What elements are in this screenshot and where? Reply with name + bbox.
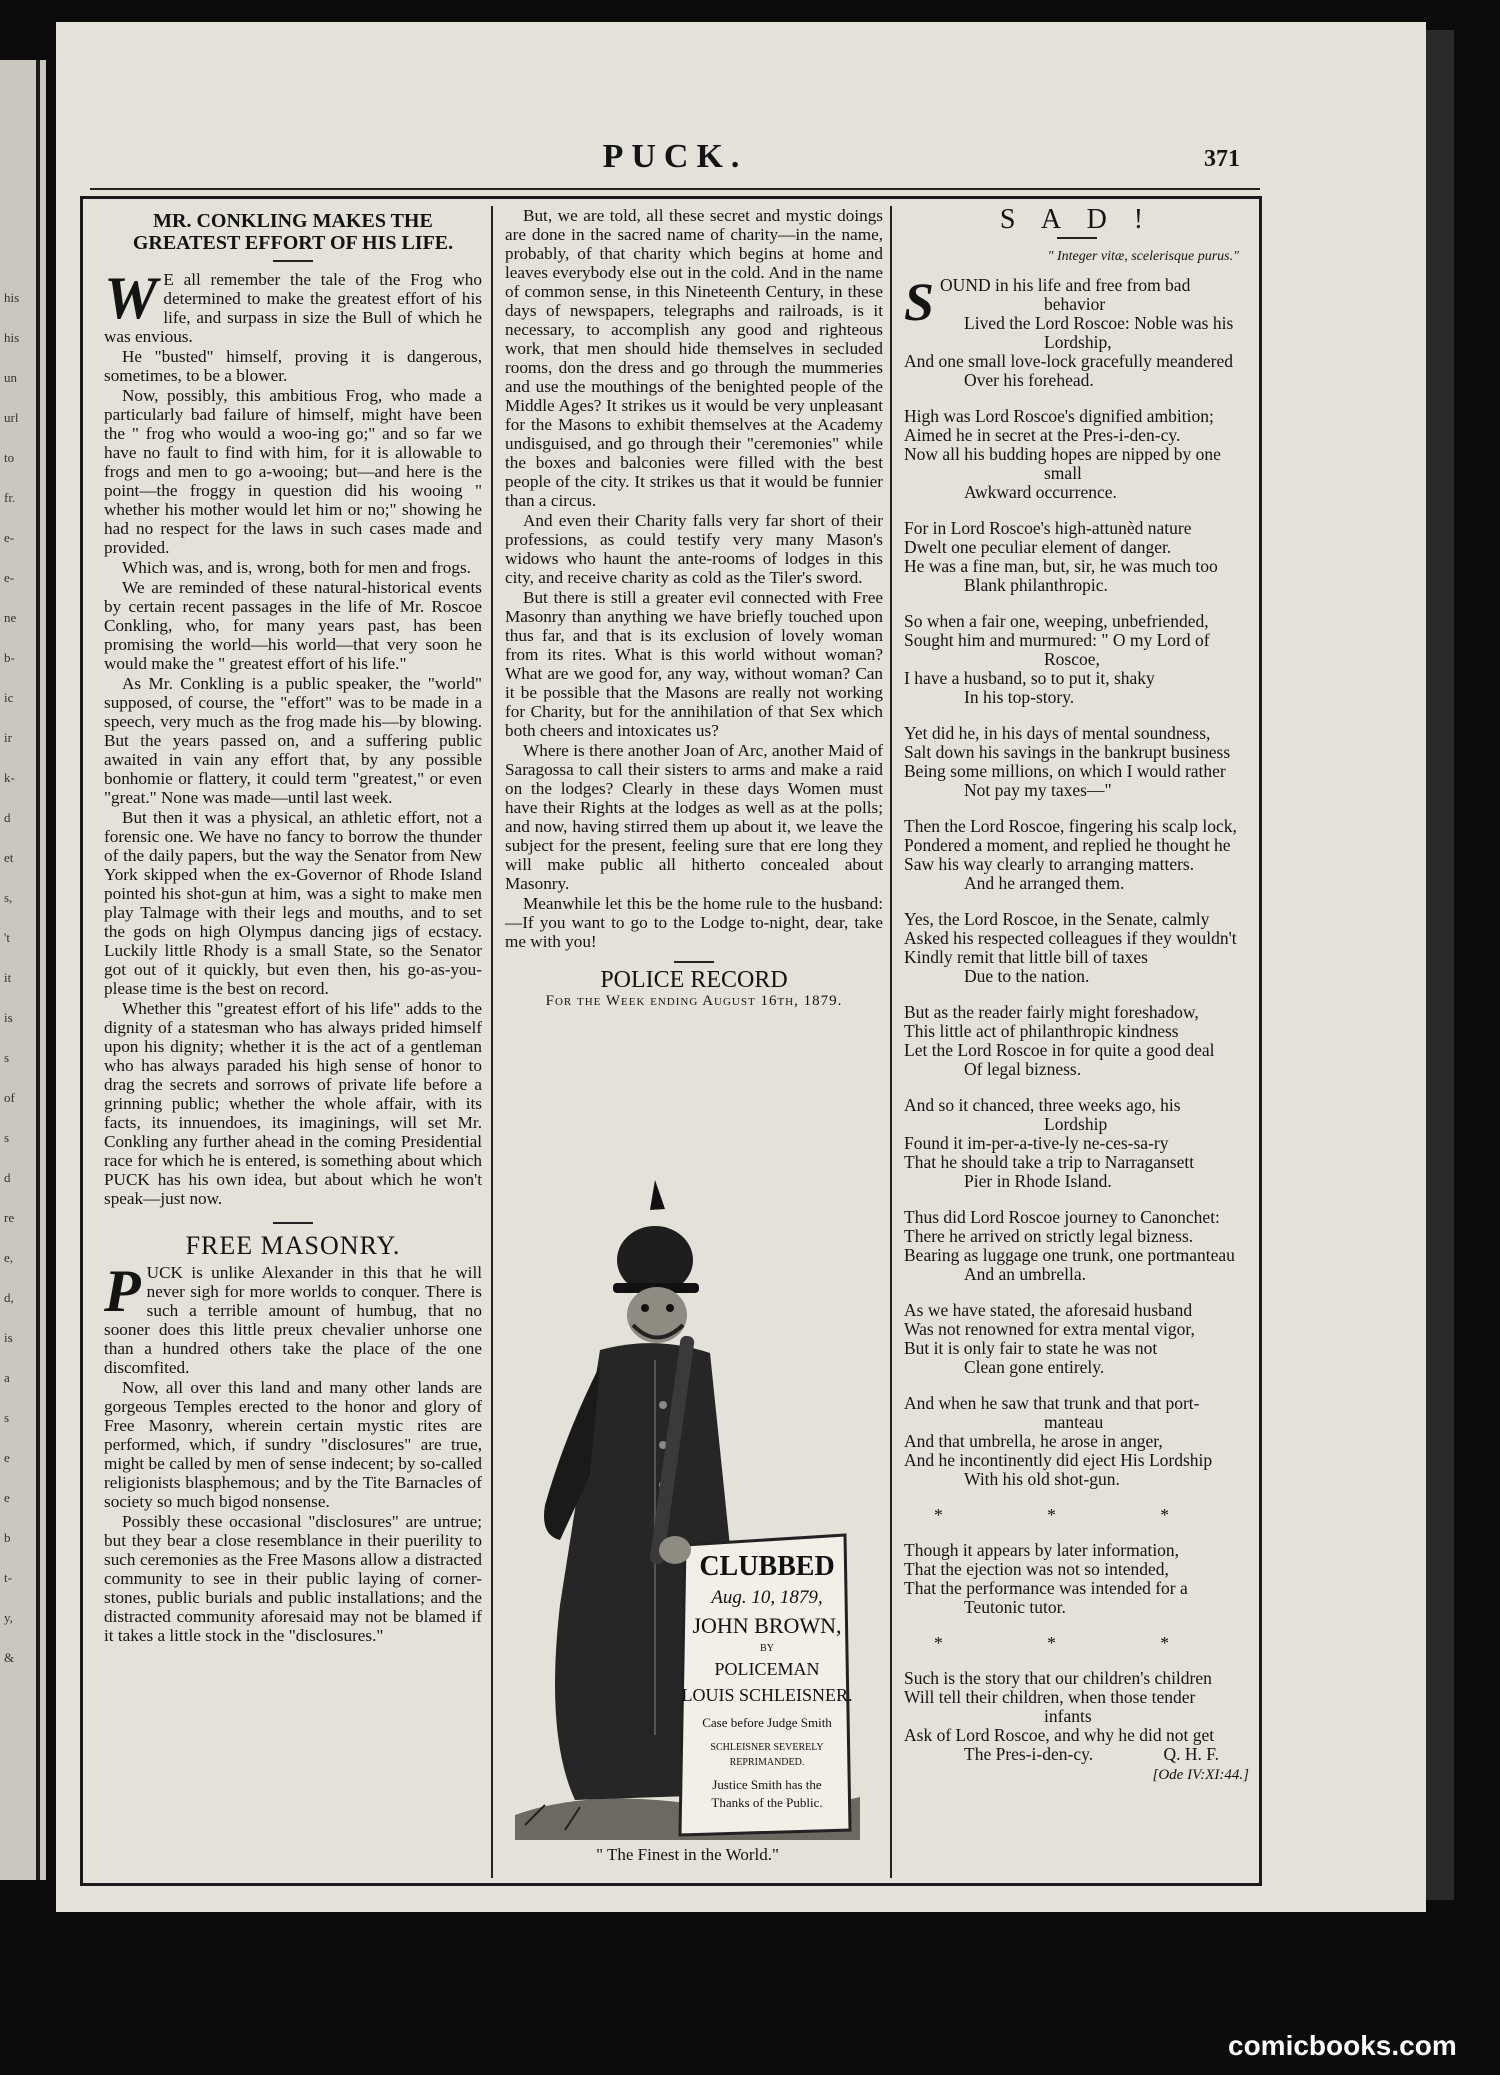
section-stars: * * *	[934, 1505, 1219, 1525]
magazine-title: PUCK.	[602, 138, 748, 175]
poem-line: Roscoe,	[1044, 649, 1100, 669]
poem-stanza	[904, 1301, 1249, 1377]
poem-line: Found it im-per-a-tive-ly ne-ces-sa-ry	[904, 1133, 1169, 1153]
sign-line: BY	[760, 1643, 774, 1654]
poem-line: And so it chanced, three weeks ago, his	[904, 1095, 1181, 1115]
poem-stanza	[904, 1394, 1249, 1489]
strip-fragment: b-	[4, 650, 15, 665]
section-rule	[273, 1222, 313, 1224]
strip-fragment: is	[4, 1010, 13, 1025]
poem-line: Aimed he in secret at the Pres-i-den-cy.	[904, 425, 1181, 445]
heading-rule	[273, 260, 313, 262]
heading-rule	[1057, 237, 1097, 239]
strip-fragment: a	[4, 1370, 10, 1385]
strip-fragment: d,	[4, 1290, 14, 1305]
article-paragraph: PUCK is unlike Alexander in this that he will never sigh for more worlds to conquer. There is such a terrible amount of humbug, that no sooner does this little preux chevalier unhorse one than a hundred others take the place of the one discomfited.	[104, 1258, 482, 1377]
article-heading-conkling: MR. CONKLING MAKES THE GREATEST EFFORT OF HIS LIFE.	[132, 210, 454, 254]
article-paragraph: But, we are told, all these secret and mystic doings are done in the sacred name of charity—in the name, probably, of that charity which begins at home and leaves everybody else out in the cold. And in the name of common sense, in this Nineteenth Century, in these days of newspapers, telegraphs and railroads, is it necessary, to accomplish any good and righteous work, that men should hide themselves in secluded rooms, don the dress and go through the mummeries and use the mouthings of the benighted people of the Middle Ages? It strikes us it would be very unpleasant for the Masons to exhibit themselves at the Academy undisguised, and go through their "ceremonies" while the boxes and balconies were filled with the best people of the city. It strikes us that it would be funnier than a circus.	[505, 206, 883, 510]
article-paragraph: Where is there another Joan of Arc, another Maid of Saragossa to call their sisters to arms and make a raid on the lodges? Clearly in these days Women must have their Rights at the lodges as well as at the polls; and now, having stirred them up about it, we leave the subject for the present, feeling sure that ere long they will make public all hitherto concealed about Masonry.	[505, 741, 883, 893]
strip-fragment: t-	[4, 1570, 12, 1585]
sign-line: Aug. 10, 1879,	[711, 1587, 823, 1608]
poem-line: For in Lord Roscoe's high-attunèd nature	[904, 518, 1192, 538]
strip-fragment: of	[4, 1090, 15, 1105]
strip-fragment: url	[4, 410, 19, 425]
poem-line: infants	[1044, 1706, 1092, 1726]
column-2	[505, 206, 883, 1011]
page-number: 371	[1204, 146, 1240, 172]
poem-line: Such is the story that our children's children	[904, 1668, 1212, 1688]
strip-fragment: re	[4, 1210, 15, 1225]
poem-line: That he should take a trip to Narragansett	[904, 1152, 1195, 1172]
poem-line: Clean gone entirely.	[964, 1357, 1105, 1377]
poem-line: And he arranged them.	[964, 873, 1125, 893]
strip-fragment: his	[4, 290, 20, 305]
column-rule-2	[890, 206, 892, 1878]
strip-fragment: et	[4, 850, 14, 865]
strip-fragment: s,	[4, 890, 13, 905]
poem-line: OUND in his life and free from bad	[940, 275, 1191, 295]
poem-stanza	[904, 272, 1249, 390]
poem-stanza	[904, 519, 1249, 595]
poem-closing	[904, 1745, 1249, 1764]
strip-fragment: it	[4, 970, 12, 985]
sign-line: Thanks of the Public.	[711, 1795, 823, 1810]
poem-stanza	[904, 910, 1249, 986]
poem-line: In his top-story.	[964, 687, 1075, 707]
poem-title: S A D !	[999, 204, 1154, 235]
strip-fragment: e,	[4, 1250, 14, 1265]
section-stars: * * *	[934, 1633, 1219, 1653]
poem-line: Of legal bizness.	[964, 1059, 1082, 1079]
poem-line: manteau	[1044, 1412, 1104, 1432]
poem-line: Teutonic tutor.	[964, 1597, 1066, 1617]
poem-stanza	[904, 1541, 1249, 1617]
poem-reference: [Ode IV:XI:44.]	[1152, 1767, 1249, 1783]
poem-line: Lived the Lord Roscoe: Noble was his	[964, 313, 1234, 333]
poem-line: And he incontinently did eject His Lordship	[904, 1450, 1213, 1470]
poem-stanza	[904, 1669, 1249, 1745]
drop-cap: W	[104, 265, 158, 331]
poem-line: Yet did he, in his days of mental soundness,	[904, 723, 1211, 743]
poem-line: And an umbrella.	[964, 1264, 1086, 1284]
poem-line: Sought him and murmured: " O my Lord of	[904, 630, 1210, 650]
poem-line: Not pay my taxes—"	[964, 780, 1112, 800]
poem-line: Lordship,	[1044, 332, 1112, 352]
article-paragraph: Now, all over this land and many other lands are gorgeous Temples erected to the honor and glory of Free Masonry, wherein certain mystic rites are performed, which, if sundry "disclosures" are true, might be called by men of sense indecent; by so-called religionists blasphemous; and by the Tite Barnacles of society so much bigod nonsense.	[104, 1378, 482, 1511]
poem-line: But it is only fair to state he was not	[904, 1338, 1158, 1358]
poem-signature: Q. H. F.	[1163, 1744, 1219, 1764]
article-paragraph: Which was, and is, wrong, both for men and frogs.	[122, 558, 471, 577]
article-paragraph: We are reminded of these natural-historical events by certain recent passages in the life of Mr. Roscoe Conkling, who, for many years past, has been promising the world—his world—that very soon he would make the " greatest effort of his life."	[104, 578, 482, 673]
poem-line: That the performance was intended for a	[904, 1578, 1188, 1598]
strip-fragment: k-	[4, 770, 15, 785]
poem-stanza	[904, 724, 1249, 800]
strip-fragment: e	[4, 1490, 10, 1505]
strip-fragment: is	[4, 1330, 13, 1345]
poem-line: Blank philanthropic.	[964, 575, 1108, 595]
strip-fragment: ic	[4, 690, 14, 705]
sign-line: Case before Judge Smith	[702, 1715, 832, 1730]
strip-fragment: to	[4, 450, 15, 465]
poem-line: behavior	[1044, 294, 1106, 314]
poem-line: small	[1044, 463, 1082, 483]
sign-line: REPRIMANDED.	[729, 1757, 805, 1768]
sign-line: LOUIS SCHLEISNER.	[681, 1685, 853, 1705]
poem-line: Kindly remit that little bill of taxes	[904, 947, 1148, 967]
poem-line: He was a fine man, but, sir, he was much too	[904, 556, 1218, 576]
poem-line: There he arrived on strictly legal bizness.	[904, 1226, 1194, 1246]
column-3	[904, 206, 1249, 1785]
poem-line: Being some millions, on which I would rather	[904, 761, 1226, 781]
poem-line: Was not renowned for extra mental vigor,	[904, 1319, 1195, 1339]
article-paragraph: Meanwhile let this be the home rule to the husband:—If you want to go to the Lodge to-night, dear, take me with you!	[505, 894, 883, 951]
strip-fragment: s	[4, 1410, 10, 1425]
poem-line: Awkward occurrence.	[964, 482, 1117, 502]
policeman-illustration	[505, 1175, 870, 1840]
article-paragraph: Whether this "greatest effort of his life" adds to the dignity of a statesman who has always prided himself upon his dignity; whether it is the act of a gentleman who has always paraded his high sense of honor to drag the secrets and sorrows of private life before a grinning public; whether the whole affair, with its facts, its innuendoes, its imaginings, will set Mr. Conkling any further ahead in the coming Presidential race for which he is entered, is something about which PUCK has his own idea, but about which he won't speak—just now.	[104, 999, 482, 1208]
adjacent-page-strip	[0, 60, 46, 1880]
poem-line: Pondered a moment, and replied he thought he	[904, 835, 1231, 855]
masthead	[90, 138, 1260, 186]
poem-stanza	[904, 1208, 1249, 1284]
article-heading-masonry: FREE MASONRY.	[185, 1231, 401, 1260]
sign-line: SCHLEISNER SEVERELY	[710, 1742, 824, 1753]
sign-line: POLICEMAN	[714, 1659, 820, 1679]
strip-fragment: y,	[4, 1610, 13, 1625]
illustration-caption: " The Finest in the World."	[596, 1845, 779, 1864]
article-paragraph: W E all remember the tale of the Frog who determined to make the greatest effort of his life, and surpass in size the Bull of which he was envious.	[104, 265, 482, 346]
sign-line: Justice Smith has the	[712, 1777, 822, 1792]
strip-fragment: s	[4, 1130, 10, 1145]
article-paragraph: Now, possibly, this ambitious Frog, who made a particularly bad failure of himself, might have been the " frog who would a woo-ing go;" and so far we have no fault to find with him, for it is allowable to frogs and men to go a-wooing; but—and here is the point—the froggy in question did his wooing " whether his mother would let him or no;" showing he had no respect for the laws in such cases made and provided.	[104, 386, 482, 557]
poem-line: But as the reader fairly might foreshadow,	[904, 1002, 1199, 1022]
article-paragraph: But there is still a greater evil connected with Free Masonry than anything we have briefly touched upon thus far, and that is its exclusion of lovely woman from its rites. What is this world without woman? What are we good for, any way, without woman? Can it be possible that the Masons are really not working for Charity, but for the annihilation of that Sex which both cheers and intoxicates us?	[505, 588, 883, 740]
poem-line: Let the Lord Roscoe in for quite a good deal	[904, 1040, 1215, 1060]
police-record-title: POLICE RECORD	[600, 967, 788, 993]
strip-fragment: b	[4, 1530, 11, 1545]
article-paragraph: He "busted" himself, proving it is dangerous, sometimes, to be a blower.	[104, 347, 482, 385]
column-rule-1	[491, 206, 493, 1878]
poem-line: This little act of philanthropic kindness	[904, 1021, 1179, 1041]
poem-line: And when he saw that trunk and that port-	[904, 1393, 1200, 1413]
poem-line: Though it appears by later information,	[904, 1540, 1180, 1560]
poem-line: Salt down his savings in the bankrupt business	[904, 742, 1231, 762]
masthead-rule	[90, 188, 1260, 190]
article-paragraph: As Mr. Conkling is a public speaker, the "world" supposed, of course, the "effort" was to be made in a speech, very much as the frog made his—by blowing. But the years passed on, and a suffering public awaited in vain any effort that, by any possible bonhomie or flattery, it could term "greatest," or even "great." None was made—until last week.	[104, 674, 482, 807]
poem-stanza	[904, 1096, 1249, 1191]
sign-line: CLUBBED	[699, 1551, 835, 1582]
poem-stanza	[904, 817, 1249, 893]
poem-line: Will tell their children, when those tender	[904, 1687, 1196, 1707]
drop-cap: P	[104, 1258, 141, 1324]
poem-line: I have a husband, so to put it, shaky	[904, 668, 1155, 688]
article-paragraph: Possibly these occasional "disclosures" are untrue; but they bear a close resemblance in their puerility to such ceremonies as the Free Masons allow a distracted community to see in their public laying of corner-stones, public burials and public installations; and the distracted community aforesaid may not be blamed if it takes a little stock in the "disclosures."	[104, 1512, 482, 1645]
poem-line: Now all his budding hopes are nipped by one	[904, 444, 1221, 464]
poem-stanza	[904, 612, 1249, 707]
column-1	[104, 206, 482, 1646]
poem-epigraph: " Integer vitæ, scelerisque purus."	[1047, 249, 1239, 264]
strip-fragment: ir	[4, 730, 12, 745]
poem-line: With his old shot-gun.	[964, 1469, 1120, 1489]
poem-stanza	[904, 1003, 1249, 1079]
binding-edge	[1426, 30, 1454, 1900]
strip-fragment: d	[4, 1170, 11, 1185]
strip-fragment: 't	[4, 930, 10, 945]
strip-fragment: his	[4, 330, 20, 345]
poem-line: Ask of Lord Roscoe, and why he did not get	[904, 1725, 1215, 1745]
poem-line: Yes, the Lord Roscoe, in the Senate, calmly	[904, 909, 1210, 929]
poem-line: Dwelt one peculiar element of danger.	[904, 537, 1172, 557]
poem-line: Bearing as luggage one trunk, one portmanteau	[904, 1245, 1235, 1265]
article-paragraph: And even their Charity falls very far short of their professions, as could testify very many Mason's widows who haunt the ante-rooms of lodges in this city, and receive charity as cold as the Tiler's sword.	[505, 511, 883, 587]
poem-last-line: The Pres-i-den-cy.	[964, 1744, 1094, 1764]
police-record-subtitle: For the Week ending August 16th, 1879.	[545, 993, 843, 1009]
strip-fragment: e-	[4, 530, 15, 545]
strip-fragment: &	[4, 1650, 15, 1665]
strip-fragment: ne	[4, 610, 17, 625]
poem-line: Lordship	[1044, 1114, 1108, 1134]
strip-fragment: d	[4, 810, 11, 825]
strip-fragment: fr.	[4, 490, 16, 505]
poem-line: And one small love-lock gracefully meandered	[904, 351, 1233, 371]
watermark: comicbooks.com	[1228, 2030, 1457, 2061]
section-rule	[674, 961, 714, 963]
sign-line: JOHN BROWN,	[692, 1613, 842, 1638]
poem-line: Saw his way clearly to arranging matters.	[904, 854, 1195, 874]
poem-line: Asked his respected colleagues if they wouldn't	[904, 928, 1237, 948]
poem-line: High was Lord Roscoe's dignified ambition;	[904, 406, 1214, 426]
poem-line: And that umbrella, he arose in anger,	[904, 1431, 1163, 1451]
strip-fragment: un	[4, 370, 17, 385]
poem-line: Then the Lord Roscoe, fingering his scalp lock,	[904, 816, 1237, 836]
poem-line: So when a fair one, weeping, unbefriended,	[904, 611, 1209, 631]
strip-fragment: e	[4, 1450, 10, 1465]
poem-line: That the ejection was not so intended,	[904, 1559, 1169, 1579]
drop-cap: S	[904, 272, 935, 332]
poem-stanza	[904, 407, 1249, 502]
poem-line: As we have stated, the aforesaid husband	[904, 1300, 1193, 1320]
poem-line: Over his forehead.	[964, 370, 1094, 390]
strip-fragment: s	[4, 1050, 10, 1065]
article-paragraph: But then it was a physical, an athletic effort, not a forensic one. We have no fancy to borrow the thunder of the daily papers, but the way the Senator from New York skipped when the ex-Governor of Rhode Island pointed his shot-gun at him, was a sight to make men play Talmage with their legs and mouths, and to set the gods on high Olympus dancing jigs of ecstacy. Luckily little Rhody is a small State, so the Senator got out of it quickly, but even then, his go-as-you-please time is the best on record.	[104, 808, 482, 998]
poem-line: Thus did Lord Roscoe journey to Canonchet:	[904, 1207, 1220, 1227]
poem-line: Due to the nation.	[964, 966, 1090, 986]
strip-fragment: e-	[4, 570, 15, 585]
poem-line: Pier in Rhode Island.	[964, 1171, 1112, 1191]
